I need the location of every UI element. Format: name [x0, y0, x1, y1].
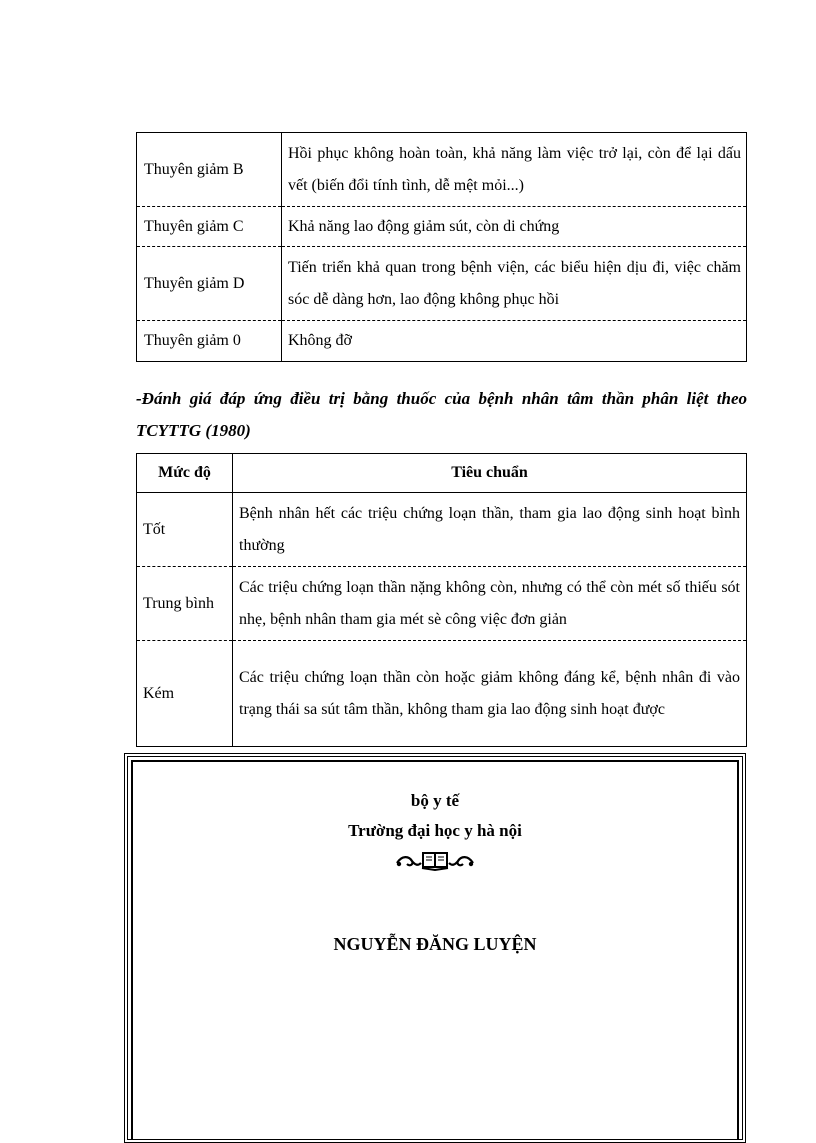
school-name: Trường đại học y hà nội [348, 821, 522, 840]
response-criteria: Các triệu chứng loạn thần nặng không còn, nhưng có thể còn mét số thiếu sót nhẹ, bệnh nhân tham gia mét sè công việc đơn giản [233, 567, 747, 641]
table-row [137, 321, 747, 362]
column-header-criteria: Tiêu chuẩn [233, 454, 747, 493]
remission-level: Thuyên giảm D [137, 247, 282, 321]
remission-description: Khả năng lao động giảm sút, còn di chứng [282, 207, 747, 247]
remission-description: Hồi phục không hoàn toàn, khả năng làm việc trở lại, còn để lại dấu vết (biến đổi tính tình, dễ mệt mỏi...) [282, 133, 747, 207]
table-row [137, 493, 747, 567]
table-row [137, 247, 747, 321]
cover-page-frame [124, 753, 746, 1143]
response-level: Tốt [137, 493, 233, 567]
cover-inner-border [131, 760, 739, 1139]
section-heading: -Đánh giá đáp ứng điều trị bằng thuốc của bệnh nhân tâm thần phân liệt theo TCYTTG (1980) [136, 389, 747, 440]
response-level: Trung bình [137, 567, 233, 641]
table-row [137, 641, 747, 747]
response-criteria: Bệnh nhân hết các triệu chứng loạn thần, tham gia lao động sinh hoạt bình thường [233, 493, 747, 567]
book-ornament-icon [133, 850, 737, 872]
ministry-name: bộ y tế [410, 791, 460, 810]
column-header-level: Mức độ [137, 454, 233, 493]
remission-description: Tiến triển khả quan trong bệnh viện, các biểu hiện dịu đi, việc chăm sóc dễ dàng hơn, lao động không phục hồi [282, 247, 747, 321]
remission-description: Không đỡ [282, 321, 747, 362]
response-level: Kém [137, 641, 233, 747]
table-row [137, 207, 747, 247]
remission-level: Thuyên giảm B [137, 133, 282, 207]
remission-level: Thuyên giảm C [137, 207, 282, 247]
table-row [137, 567, 747, 641]
remission-table [136, 132, 747, 362]
table-header-row [137, 454, 747, 493]
remission-level: Thuyên giảm 0 [137, 321, 282, 362]
author-name: NGUYỄN ĐĂNG LUYỆN [333, 934, 537, 954]
response-criteria: Các triệu chứng loạn thần còn hoặc giảm không đáng kể, bệnh nhân đi vào trạng thái sa sút tâm thần, không tham gia lao động sinh hoạt được [233, 641, 747, 747]
table-row [137, 133, 747, 207]
treatment-response-table [136, 453, 747, 747]
